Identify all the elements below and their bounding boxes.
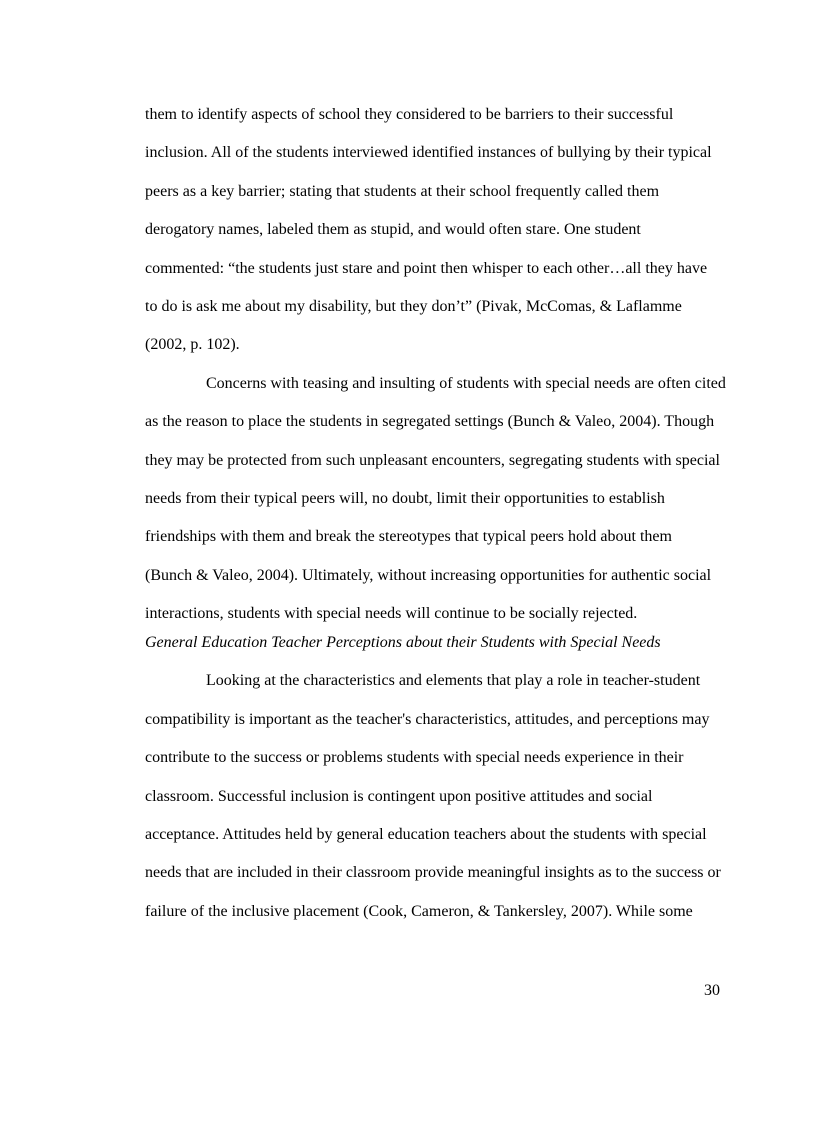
text-line: failure of the inclusive placement (Cook, Cameron, & Tankersley, 2007). While some xyxy=(145,902,693,920)
section-heading: General Education Teacher Perceptions about their Students with Special Needs xyxy=(145,634,661,652)
paragraph-1 xyxy=(145,96,725,365)
text-line: commented: “the students just stare and point then whisper to each other…all they have xyxy=(145,259,708,277)
text-line: compatibility is important as the teacher's characteristics, attitudes, and perceptions may xyxy=(145,710,710,728)
text-line: peers as a key barrier; stating that students at their school frequently called them xyxy=(145,182,660,200)
text-line: contribute to the success or problems students with special needs experience in their xyxy=(145,749,684,767)
text-line: classroom. Successful inclusion is contingent upon positive attitudes and social xyxy=(145,787,653,805)
text-line: derogatory names, labeled them as stupid, and would often stare. One student xyxy=(145,221,641,239)
paragraph-2 xyxy=(145,365,725,634)
text-line: as the reason to place the students in segregated settings (Bunch & Valeo, 2004). Though xyxy=(145,413,715,431)
text-line: friendships with them and break the stereotypes that typical peers hold about them xyxy=(145,528,672,546)
text-line: to do is ask me about my disability, but they don’t” (Pivak, McComas, & Laflamme xyxy=(145,297,682,315)
page-number: 30 xyxy=(704,982,720,999)
text-line: them to identify aspects of school they considered to be barriers to their successful xyxy=(145,106,674,123)
text-line: acceptance. Attitudes held by general education teachers about the students with special xyxy=(145,826,707,844)
text-line: they may be protected from such unpleasant encounters, segregating students with special xyxy=(145,451,720,469)
text-line: Concerns with teasing and insulting of students with special needs are often cited xyxy=(206,374,726,392)
text-line: needs that are included in their classroom provide meaningful insights as to the success or xyxy=(145,864,721,882)
text-line: (2002, p. 102). xyxy=(145,336,240,354)
document-body xyxy=(145,96,725,931)
paragraph-3 xyxy=(145,662,725,931)
text-line: interactions, students with special needs will continue to be socially rejected. xyxy=(145,605,638,623)
text-line: inclusion. All of the students interviewed identified instances of bullying by their typical xyxy=(145,144,712,162)
text-line: (Bunch & Valeo, 2004). Ultimately, without increasing opportunities for authentic social xyxy=(145,566,712,584)
text-line: needs from their typical peers will, no doubt, limit their opportunities to establish xyxy=(145,489,665,507)
text-line: Looking at the characteristics and elements that play a role in teacher-student xyxy=(206,672,701,690)
